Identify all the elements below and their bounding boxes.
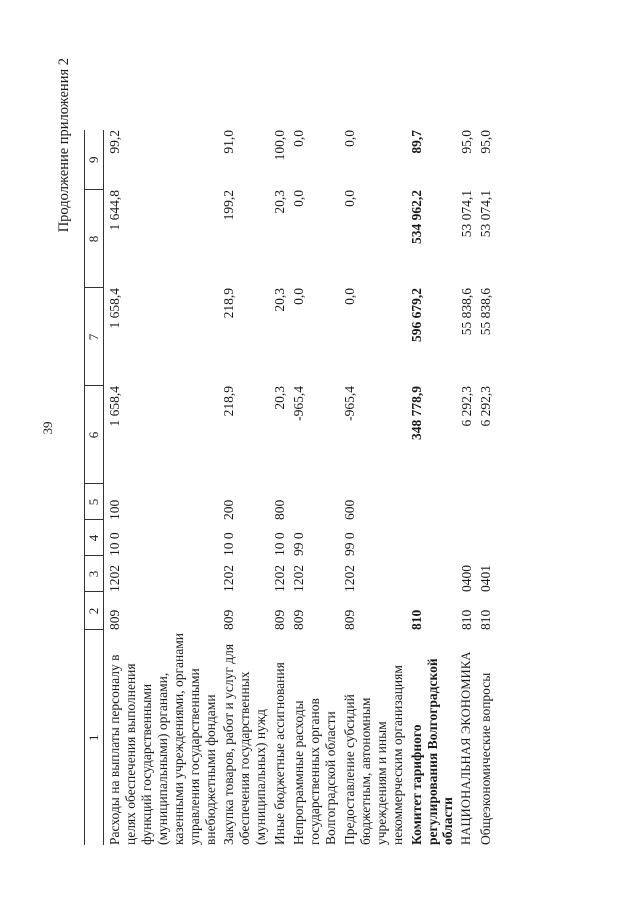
value-6: 6 292,3 [459, 386, 475, 427]
code-4: 10 0 [272, 532, 288, 556]
code-3: 1202 [107, 565, 122, 592]
row-name: Непрограммные расходы государственных органов Волгоградской области [291, 698, 338, 845]
code-3: 1202 [341, 565, 357, 592]
table-row [269, 130, 288, 845]
page-number: 39 [40, 421, 55, 435]
col-header-6: 6 [85, 386, 104, 484]
code-2: 809 [272, 609, 288, 630]
code-5 [475, 484, 494, 520]
row-name: Иные бюджетные ассигнования [272, 662, 288, 845]
code-3: 1202 [272, 565, 288, 592]
value-6: -965,4 [341, 386, 357, 421]
table-row [104, 130, 219, 845]
row-name: Общеэкономические вопросы [478, 672, 494, 845]
code-2: 810 [408, 609, 424, 630]
col-header-7: 7 [85, 288, 104, 386]
code-5: 200 [221, 499, 237, 520]
code-5: 100 [107, 499, 122, 520]
value-7: 20,3 [272, 288, 288, 312]
col-header-3: 3 [85, 556, 104, 592]
col-header-9: 9 [85, 130, 104, 190]
value-7: 218,9 [221, 288, 237, 319]
code-4 [406, 520, 457, 556]
code-4: 99 0 [341, 532, 357, 556]
code-5: 600 [341, 499, 357, 520]
code-5: 800 [272, 499, 288, 520]
value-6: 348 778,9 [408, 386, 424, 440]
value-9: 0,0 [341, 130, 357, 147]
value-8: 53 074,1 [459, 190, 475, 238]
code-2: 809 [107, 609, 122, 630]
table-row [406, 130, 457, 845]
value-8: 0,0 [291, 190, 307, 207]
value-6: 218,9 [221, 386, 237, 417]
row-name: Расходы на выплаты персоналу в целях обеспечения выполнения функций государственными (муниципальными) органами, казенными учреждениями, органами управления государственными внебюджетными фондами [107, 633, 218, 845]
code-3: 1202 [291, 565, 307, 592]
code-3 [406, 556, 457, 592]
row-name: Предоставление субсидий бюджетным, автономным учреждениям и иным некоммерческим организациям [341, 665, 405, 845]
value-9: 100,0 [272, 130, 288, 161]
header-row [85, 130, 104, 845]
value-9: 99,2 [107, 130, 122, 154]
code-4 [475, 520, 494, 556]
continuation-label: Продолжение приложения 2 [56, 58, 72, 233]
code-2: 809 [341, 609, 357, 630]
code-2: 810 [459, 609, 475, 630]
code-5 [456, 484, 475, 520]
value-9: 0,0 [291, 130, 307, 147]
code-4: 10 0 [221, 532, 237, 556]
code-4 [456, 520, 475, 556]
value-6: 20,3 [272, 386, 288, 410]
row-name: Закупка товаров, работ и услуг для обеспечения государственных (муниципальных) нужд [221, 643, 269, 845]
table-row [218, 130, 269, 845]
col-header-8: 8 [85, 190, 104, 288]
value-8: 534 962,2 [408, 190, 424, 244]
value-8: 1 644,8 [107, 190, 122, 231]
code-5 [288, 484, 339, 520]
value-8: 199,2 [221, 190, 237, 221]
budget-table [84, 130, 494, 845]
col-header-2: 2 [85, 592, 104, 630]
table-row [339, 130, 406, 845]
code-3: 0401 [478, 565, 494, 592]
value-8: 53 074,1 [478, 190, 494, 238]
code-2: 810 [478, 609, 494, 630]
code-2: 809 [221, 609, 237, 630]
value-9: 91,0 [221, 130, 237, 154]
value-6: 6 292,3 [478, 386, 494, 427]
value-9: 95,0 [478, 130, 494, 154]
table-row [456, 130, 475, 845]
code-4: 99 0 [291, 532, 307, 556]
col-header-5: 5 [85, 484, 104, 520]
value-7: 596 679,2 [408, 288, 424, 342]
table-body [104, 130, 495, 845]
code-5 [406, 484, 457, 520]
col-header-4: 4 [85, 520, 104, 556]
rotated-page [0, 30, 640, 865]
code-3: 0400 [459, 565, 475, 592]
value-6: -965,4 [291, 386, 307, 421]
value-7: 0,0 [291, 288, 307, 305]
row-name: Комитет тарифного регулирования Волгоградской области [408, 658, 456, 845]
value-7: 0,0 [341, 288, 357, 305]
row-name: НАЦИОНАЛЬНАЯ ЭКОНОМИКА [459, 651, 474, 845]
code-3: 1202 [221, 565, 237, 592]
table-row [475, 130, 494, 845]
col-header-1: 1 [85, 630, 104, 845]
code-4: 10 0 [107, 532, 122, 556]
value-8: 20,3 [272, 190, 288, 214]
value-7: 55 838,6 [478, 288, 494, 336]
value-7: 55 838,6 [459, 288, 475, 336]
value-9: 89,7 [408, 130, 424, 154]
table-row [288, 130, 339, 845]
value-6: 1 658,4 [107, 386, 122, 427]
code-2: 809 [291, 609, 307, 630]
value-7: 1 658,4 [107, 288, 122, 329]
value-9: 95,0 [459, 130, 475, 154]
value-8: 0,0 [341, 190, 357, 207]
